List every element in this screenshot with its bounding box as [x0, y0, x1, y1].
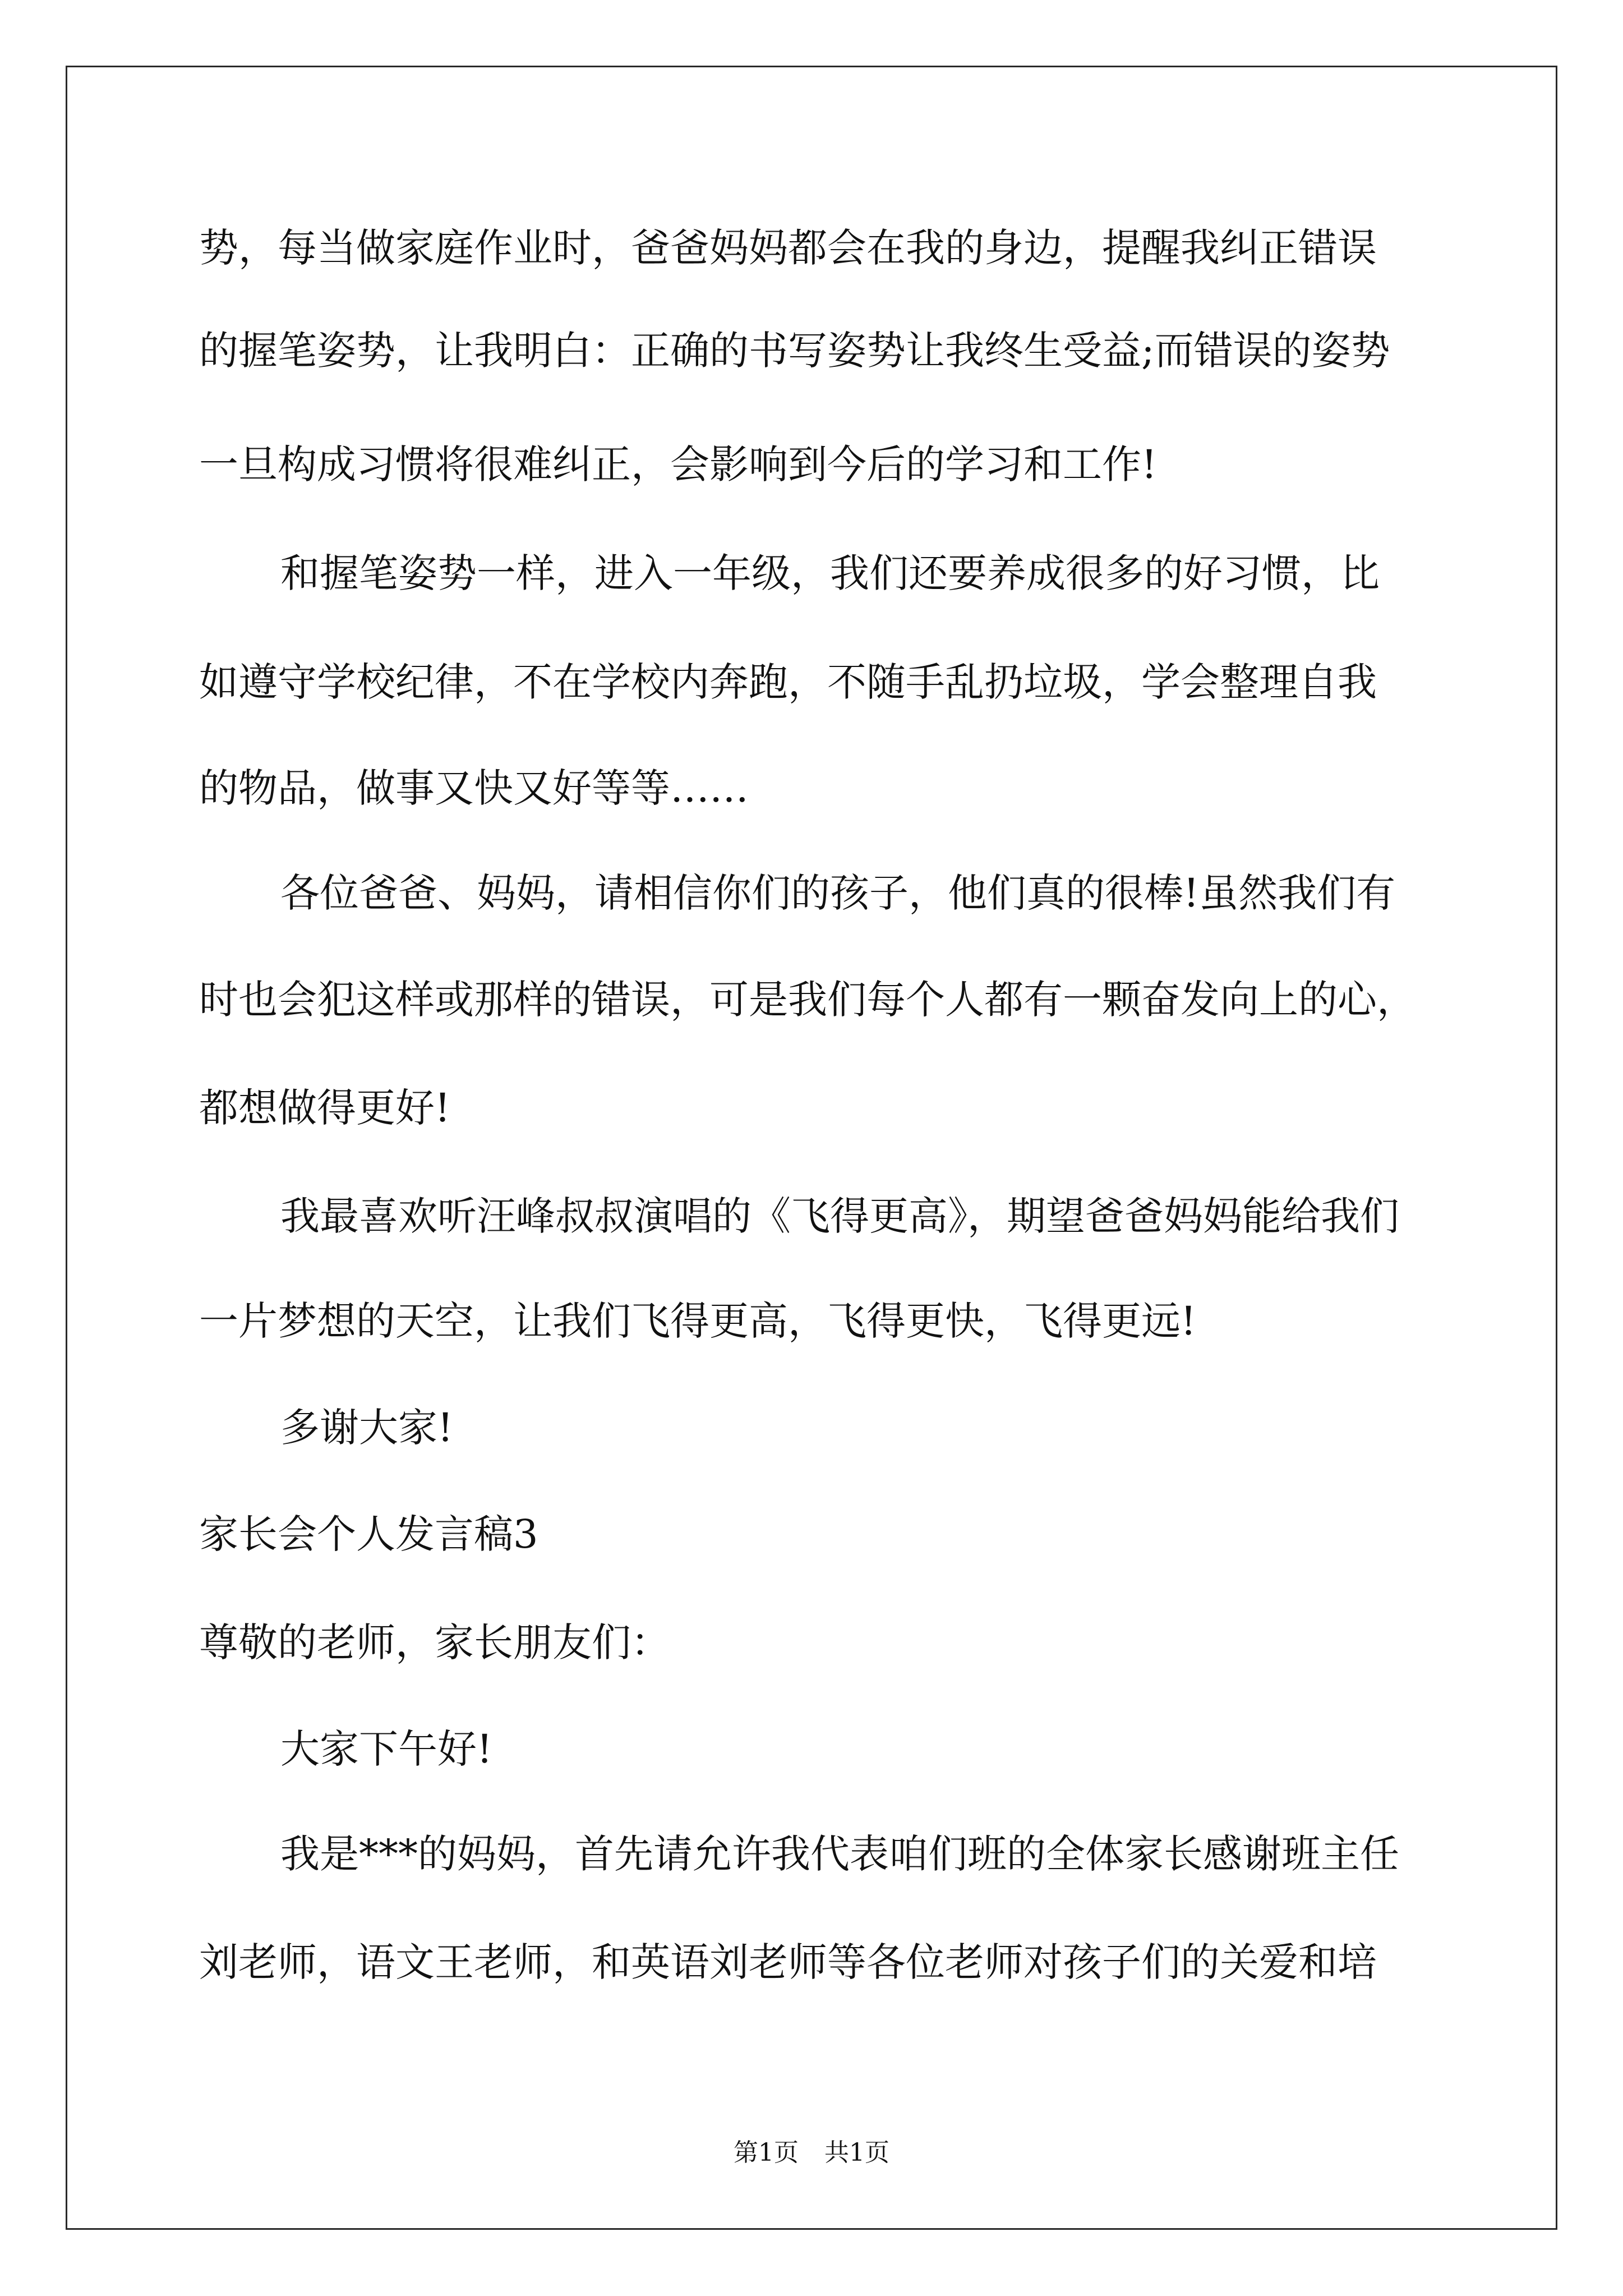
section-heading: 家长会个人发言稿3 — [199, 1511, 538, 1557]
page-number-total: 共1页 — [824, 2138, 889, 2167]
text-line: 刘老师，语文王老师，和英语刘老师等各位老师对孩子们的关爱和培 — [199, 1939, 1377, 1985]
page-number-current: 第1页 — [734, 2138, 799, 2167]
paragraph-start-line: 我最喜欢听汪峰叔叔演唱的《飞得更高》，期望爸爸妈妈能给我们 — [280, 1193, 1399, 1239]
paragraph-start-line: 我是***的妈妈，首先请允许我代表咱们班的全体家长感谢班主任 — [280, 1831, 1399, 1877]
salutation-line: 尊敬的老师，家长朋友们： — [199, 1619, 670, 1665]
text-line: 的物品，做事又快又好等等…… — [199, 765, 749, 811]
paragraph-start-line: 多谢大家! — [280, 1405, 454, 1451]
greeting-line: 大家下午好! — [280, 1726, 493, 1772]
text-line: 如遵守学校纪律，不在学校内奔跑，不随手乱扔垃圾，学会整理自我 — [199, 659, 1377, 705]
text-line: 时也会犯这样或那样的错误，可是我们每个人都有一颗奋发向上的心， — [199, 977, 1416, 1023]
text-line: 一旦构成习惯将很难纠正，会影响到今后的学习和工作! — [199, 441, 1158, 487]
text-line: 都想做得更好! — [199, 1085, 451, 1131]
page-footer — [0, 2138, 1623, 2167]
text-line: 的握笔姿势，让我明白：正确的书写姿势让我终生受益;而错误的姿势 — [199, 328, 1390, 374]
paragraph-start-line: 和握笔姿势一样，进入一年级，我们还要养成很多的好习惯，比 — [280, 550, 1380, 596]
paragraph-start-line: 各位爸爸、妈妈，请相信你们的孩子，他们真的很棒!虽然我们有 — [280, 870, 1396, 916]
text-line: 势，每当做家庭作业时，爸爸妈妈都会在我的身边，提醒我纠正错误 — [199, 225, 1377, 271]
text-line: 一片梦想的天空，让我们飞得更高，飞得更快，飞得更远! — [199, 1298, 1197, 1344]
page-border — [66, 66, 1557, 2230]
